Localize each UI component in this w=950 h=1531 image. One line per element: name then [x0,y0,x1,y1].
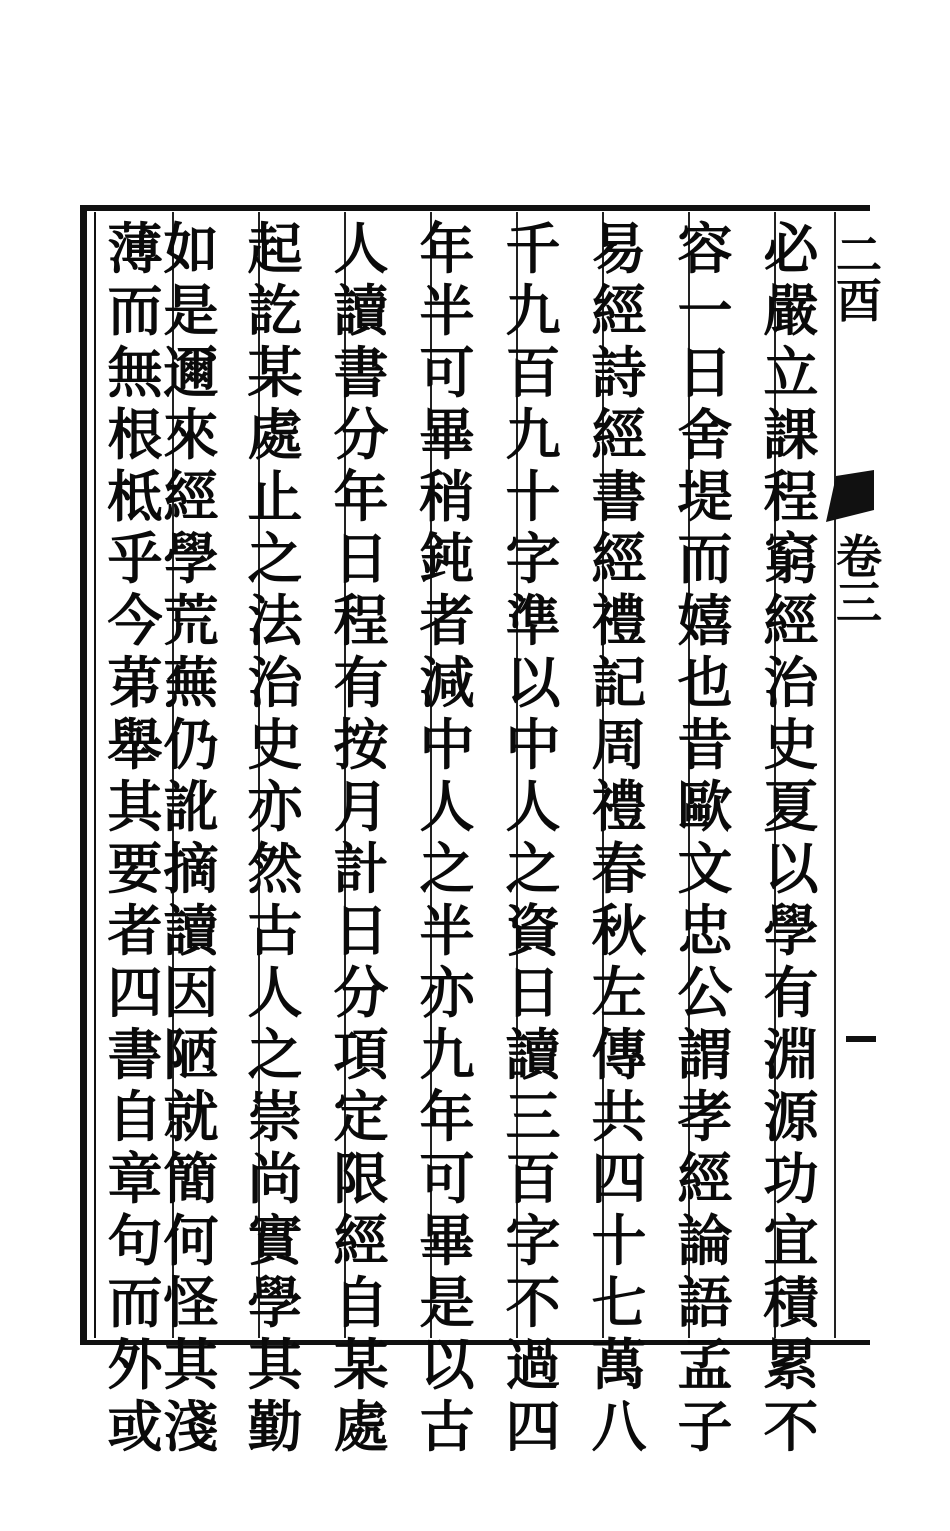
glyph: 而 [107,1270,163,1335]
glyph: 半 [419,898,475,963]
glyph: 九 [419,1022,475,1087]
glyph: 止 [247,464,303,529]
glyph: 累 [763,1332,819,1397]
glyph: 其 [107,774,163,839]
glyph: 以 [419,1332,475,1397]
glyph: 人 [505,774,561,839]
glyph: 資 [505,898,561,963]
glyph: 立 [763,340,819,405]
glyph: 畢 [419,1208,475,1273]
glyph: 不 [763,1394,819,1459]
glyph: 中 [419,712,475,777]
glyph: 分 [333,402,389,467]
text-column [748,216,834,1459]
glyph: 章 [107,1146,163,1211]
glyph: 陋 [163,1022,219,1087]
glyph: 之 [505,836,561,901]
glyph: 萬 [591,1332,647,1397]
glyph: 鈍 [419,526,475,591]
glyph: 也 [677,650,733,715]
glyph: 經 [333,1208,389,1273]
glyph: 起 [247,216,303,281]
glyph: 史 [247,712,303,777]
glyph: 學 [163,526,219,591]
glyph: 孟 [677,1332,733,1397]
glyph: 左 [591,960,647,1025]
glyph: 如 [163,216,219,281]
glyph: 書 [333,340,389,405]
glyph: 八 [591,1394,647,1459]
glyph: 三 [505,1084,561,1149]
glyph: 定 [333,1084,389,1149]
glyph: 詩 [591,340,647,405]
glyph: 苐 [107,650,163,715]
glyph: 月 [333,774,389,839]
glyph: 日 [677,340,733,405]
glyph: 十 [505,464,561,529]
glyph: 可 [419,1146,475,1211]
glyph: 畢 [419,402,475,467]
glyph: 舉 [107,712,163,777]
glyph: 減 [419,650,475,715]
text-column [318,216,404,1459]
glyph: 是 [419,1270,475,1335]
glyph: 源 [763,1084,819,1149]
glyph: 淵 [763,1022,819,1087]
glyph: 字 [505,526,561,591]
glyph: 周 [591,712,647,777]
glyph: 摘 [163,836,219,901]
glyph: 百 [505,1146,561,1211]
glyph: 準 [505,588,561,653]
glyph: 要 [107,836,163,901]
glyph: 古 [247,898,303,963]
glyph: 有 [333,650,389,715]
glyph: 處 [247,402,303,467]
glyph: 半 [419,278,475,343]
glyph: 外 [107,1332,163,1397]
text-column [404,216,490,1459]
glyph: 經 [591,402,647,467]
glyph: 訛 [163,774,219,839]
glyph: 語 [677,1270,733,1335]
glyph: 舍 [677,402,733,467]
glyph: 何 [163,1208,219,1273]
glyph: 日 [505,960,561,1025]
glyph: 人 [247,960,303,1025]
glyph: 亦 [247,774,303,839]
text-column [662,216,748,1459]
glyph: 學 [763,898,819,963]
margin-strip [836,218,882,1338]
glyph: 昔 [677,712,733,777]
glyph: 人 [419,774,475,839]
glyph: 文 [677,836,733,901]
glyph: 亦 [419,960,475,1025]
glyph: 過 [505,1332,561,1397]
glyph: 自 [107,1084,163,1149]
glyph: 仍 [163,712,219,777]
glyph: 訖 [247,278,303,343]
glyph: 之 [247,526,303,591]
glyph: 某 [333,1332,389,1397]
glyph: 讀 [163,898,219,963]
glyph: 易 [591,216,647,281]
glyph: 七 [591,1270,647,1335]
glyph: 學 [247,1270,303,1335]
glyph: 史 [763,712,819,777]
glyph: 薄 [107,216,163,281]
glyph: 孝 [677,1084,733,1149]
glyph: 積 [763,1270,819,1335]
glyph: 項 [333,1022,389,1087]
glyph: 字 [505,1208,561,1273]
glyph: 四 [505,1394,561,1459]
glyph: 一 [677,278,733,343]
glyph: 經 [677,1146,733,1211]
glyph: 禮 [591,588,647,653]
glyph: 尚 [247,1146,303,1211]
glyph: 書 [107,1022,163,1087]
glyph: 某 [247,340,303,405]
glyph: 四 [591,1146,647,1211]
glyph: 計 [333,836,389,901]
glyph: 人 [333,216,389,281]
glyph: 忠 [677,898,733,963]
glyph: 論 [677,1208,733,1273]
glyph: 者 [419,588,475,653]
glyph: 今 [107,588,163,653]
glyph: 十 [591,1208,647,1273]
glyph: 治 [247,650,303,715]
glyph: 課 [763,402,819,467]
glyph: 而 [107,278,163,343]
glyph: 容 [677,216,733,281]
glyph: 怪 [163,1270,219,1335]
text-column [490,216,576,1459]
glyph: 之 [247,1022,303,1087]
glyph: 柢 [107,464,163,529]
glyph: 句 [107,1208,163,1273]
glyph: 中 [505,712,561,777]
glyph: 嚴 [763,278,819,343]
fish-tail-mark-icon [826,470,874,522]
glyph: 邇 [163,340,219,405]
glyph: 來 [163,402,219,467]
glyph: 千 [505,216,561,281]
glyph: 經 [763,588,819,653]
glyph: 其 [163,1332,219,1397]
glyph: 功 [763,1146,819,1211]
glyph: 以 [763,836,819,901]
glyph: 崇 [247,1084,303,1149]
glyph: 治 [763,650,819,715]
glyph: 然 [247,836,303,901]
glyph: 限 [333,1146,389,1211]
glyph: 子 [677,1394,733,1459]
glyph: 年 [419,1084,475,1149]
glyph: 以 [505,650,561,715]
glyph: 者 [107,898,163,963]
folio-number [846,1036,876,1042]
glyph: 必 [763,216,819,281]
glyph: 經 [163,464,219,529]
glyph: 是 [163,278,219,343]
glyph: 實 [247,1208,303,1273]
glyph: 讀 [505,1022,561,1087]
glyph: 嬉 [677,588,733,653]
glyph: 謂 [677,1022,733,1087]
glyph: 處 [333,1394,389,1459]
margin-juan: 卷三 [836,530,882,630]
glyph: 法 [247,588,303,653]
glyph: 可 [419,340,475,405]
glyph: 淺 [163,1394,219,1459]
glyph: 夏 [763,774,819,839]
text-column [100,216,170,1459]
glyph: 分 [333,960,389,1025]
glyph: 窮 [763,526,819,591]
glyph: 禮 [591,774,647,839]
glyph: 經 [591,278,647,343]
glyph: 程 [333,588,389,653]
glyph: 秋 [591,898,647,963]
glyph: 九 [505,278,561,343]
glyph: 日 [333,526,389,591]
glyph: 就 [163,1084,219,1149]
glyph: 記 [591,650,647,715]
glyph: 經 [591,526,647,591]
glyph: 根 [107,402,163,467]
glyph: 四 [107,960,163,1025]
glyph: 傳 [591,1022,647,1087]
glyph: 自 [333,1270,389,1335]
glyph: 春 [591,836,647,901]
glyph: 共 [591,1084,647,1149]
glyph: 歐 [677,774,733,839]
glyph: 公 [677,960,733,1025]
glyph: 而 [677,526,733,591]
glyph: 書 [591,464,647,529]
glyph: 讀 [333,278,389,343]
glyph: 乎 [107,526,163,591]
glyph: 百 [505,340,561,405]
glyph: 不 [505,1270,561,1335]
glyph: 堤 [677,464,733,529]
text-column [576,216,662,1459]
text-column [232,216,318,1459]
glyph: 蕪 [163,650,219,715]
glyph: 簡 [163,1146,219,1211]
glyph: 九 [505,402,561,467]
frame-inner-rule [94,212,96,1338]
glyph: 程 [763,464,819,529]
glyph: 年 [333,464,389,529]
glyph: 其 [247,1332,303,1397]
glyph: 按 [333,712,389,777]
glyph: 之 [419,836,475,901]
glyph: 古 [419,1394,475,1459]
glyph: 宜 [763,1208,819,1273]
glyph: 無 [107,340,163,405]
glyph: 勤 [247,1394,303,1459]
glyph: 有 [763,960,819,1025]
glyph: 荒 [163,588,219,653]
glyph: 稍 [419,464,475,529]
glyph: 因 [163,960,219,1025]
glyph: 日 [333,898,389,963]
glyph: 或 [107,1394,163,1459]
glyph: 年 [419,216,475,281]
margin-title: 二酉 [836,228,882,328]
